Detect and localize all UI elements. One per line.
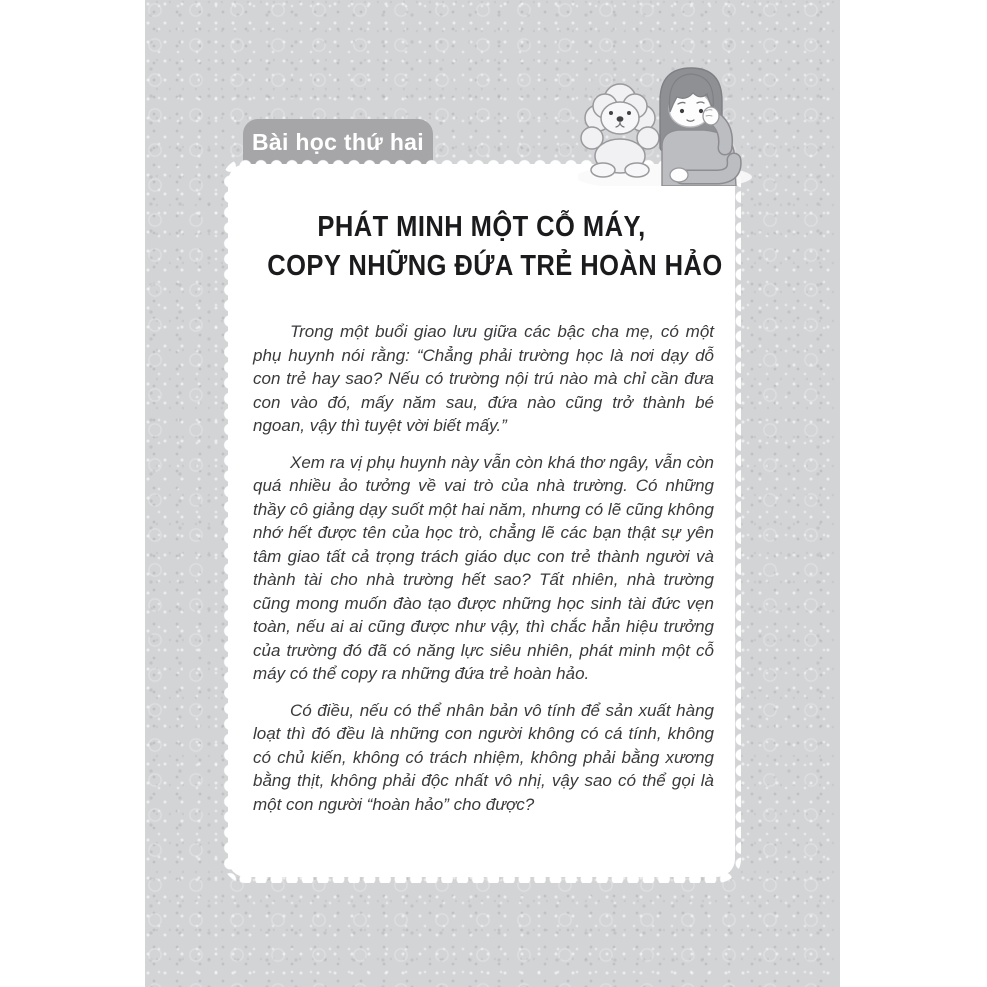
chapter-title bbox=[238, 208, 725, 286]
paragraph-2: Xem ra vị phụ huynh này vẫn còn khá thơ ngây, vẫn còn quá nhiều ảo tưởng về vai trò của nhà trường. Có những thầy cô giảng dạy suốt một hai năm, nhưng có lẽ cũng không nhớ hết được tên của học trò, chẳng lẽ các bạn thật sự yên tâm giao tất cả trọng trách giáo dục con trẻ thành người và thành tài cho nhà trường hết sao? Tất nhiên, nhà trường cũng mong muốn đào tạo được những học sinh tài đức vẹn toàn, nếu ai ai cũng được như vậy, thì chắc hẳn hiệu trưởng của trường đó đã có năng lực siêu nhiên, phát minh một cỗ máy có thể copy ra những đứa trẻ hoàn hảo. bbox=[253, 452, 714, 683]
lesson-tab-label: Bài học thứ hai bbox=[252, 128, 424, 155]
paragraph-1: Trong một buổi giao lưu giữa các bậc cha mẹ, có một phụ huynh nói rằng: “Chẳng phải trường học là nơi dạy dỗ con trẻ hay sao? Nếu có trường nội trú nào mà chỉ cần đưa con vào đó, mấy năm sau, đứa nào cũng trở thành bé ngoan, vậy thì tuyệt vời biết mấy.” bbox=[253, 322, 714, 435]
chapter-title-line2: COPY NHỮNG ĐỨA TRẺ HOÀN HẢO bbox=[267, 250, 723, 282]
content-card bbox=[228, 164, 735, 877]
chapter-title-line1: PHÁT MINH MỘT CỖ MÁY, bbox=[317, 211, 646, 243]
girl-and-dog-illustration bbox=[578, 56, 756, 186]
girl-icon bbox=[660, 68, 736, 186]
paragraph-3: Có điều, nếu có thể nhân bản vô tính để sản xuất hàng loạt thì đó đều là những con người không có cá tính, không có chủ kiến, không có trách nhiệm, không phải bằng xương bằng thịt, không phải độc nhất vô nhị, vậy sao có thể gọi là một con người “hoàn hảo” cho được? bbox=[253, 700, 714, 814]
dog-icon bbox=[581, 84, 659, 177]
body-text bbox=[253, 320, 714, 816]
